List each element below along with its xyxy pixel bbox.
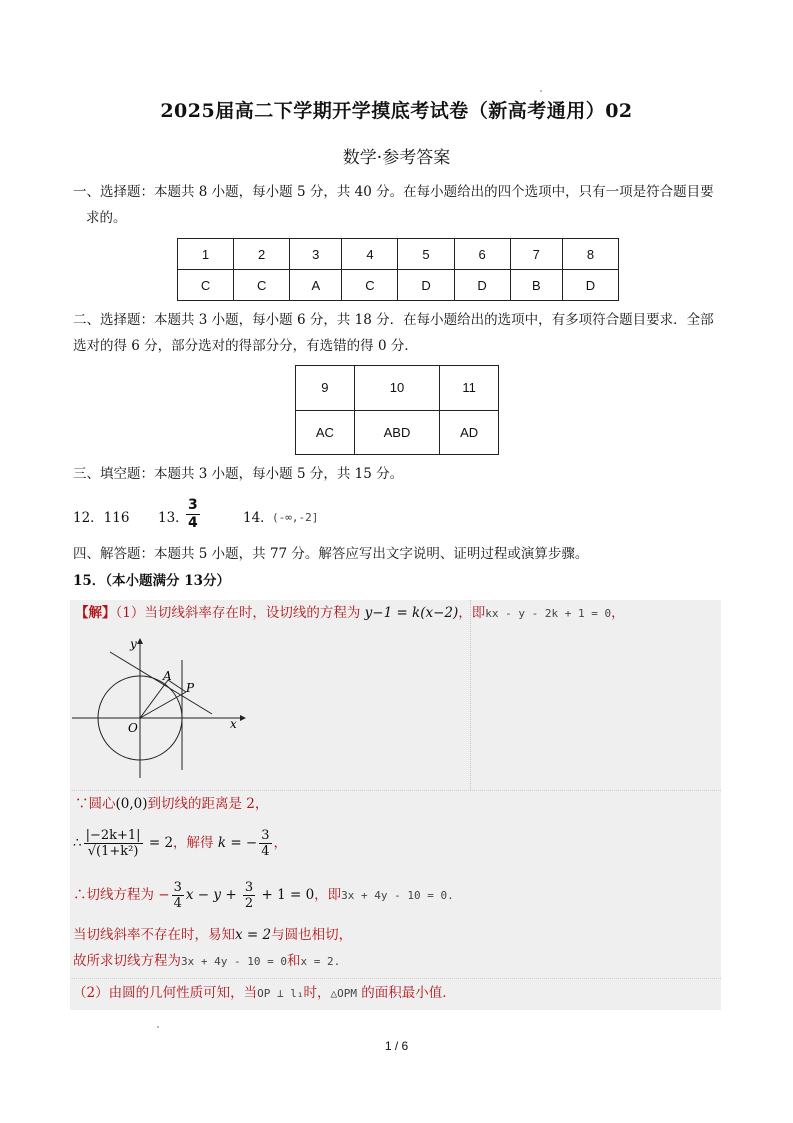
distance-fraction [84,828,143,859]
page-number: 1 / 6 [384,1039,409,1053]
solution-line-2 [75,793,268,815]
sol-math: 3x + 4y - 10 = 0 [181,955,287,968]
sol-text: ∴ [73,835,82,851]
solution-line-5 [73,924,352,946]
sec1-intro-line1: 一、选择题：本题共 8 小题，每小题 5 分，共 40 分。在每小题给出的四个选项中，只有一项是符合题目要 [73,184,714,200]
label-a: A [163,669,172,683]
label-p: P [186,681,195,695]
sec3-intro: 三、填空题：本题共 3 小题，每小题 5 分，共 15 分。 [73,466,404,482]
mc-answer-7: B [510,270,562,301]
solution-line-7 [73,982,456,1005]
mc-answer-2: C [234,270,290,301]
sol-text: （2）由圆的几何性质可知，当 [73,985,258,1001]
x-axis-arrow [240,715,246,721]
sol-text: ∴切线方程为 − [73,887,170,903]
sol-text: （1）当切线斜率存在时，设切线的方程为 [115,605,365,621]
sol-math: y−1 = k(x−2) [364,605,459,621]
sol-math: x − y + [185,887,241,903]
table-row-question-numbers [296,366,499,411]
fraction-numerator: |−2k+1| [85,828,141,843]
circle-tangent-figure [70,630,250,780]
answer-13-denominator: 4 [188,515,198,531]
solution-line-1 [75,602,625,625]
mc-answer-1: C [178,270,234,301]
solution-box-rule [70,790,721,791]
label-o: O [128,721,138,735]
multi-answer-1: AC [296,410,355,455]
answer-14-label: 14． [243,510,274,526]
sol-text: ，即 [458,605,486,621]
sol-text: ∵圆心 [75,796,116,812]
mc-answer-5: D [398,270,454,301]
sec1-intro-line2: 求的。 [86,210,127,226]
sol-math: + 1 = 0 [257,887,315,903]
mc-question-number-1: 1 [178,239,234,270]
solution-line-3 [73,826,287,860]
sol-text: ， [611,605,625,621]
solution-line-6 [73,950,340,973]
page-subtitle: 数学·参考答案 [342,148,451,168]
multi-answer-3: AD [440,410,499,455]
mc-answer-3: A [290,270,342,301]
mc-answer-4: C [342,270,398,301]
sol-text: 当切线斜率不存在时，易知 [73,927,235,943]
table-row-question-numbers [178,239,619,270]
fraction-denominator: 4 [173,896,182,911]
mc-question-number-4: 4 [342,239,398,270]
fraction-denominator: 2 [244,896,254,911]
sec2-intro-line2: 选对的得 6 分，部分选对的得部分分，有选错的得 0 分． [73,338,418,354]
sol-text: 时， [303,985,331,1001]
answer-14-value: (-∞,-2] [272,511,319,524]
sol-math: = 2 [144,835,174,851]
segment-oa [140,680,168,718]
mc-question-number-7: 7 [510,239,562,270]
sol-math: 3x + 4y - 10 = 0. [341,889,454,902]
tangent-line [110,652,212,714]
multi-question-number-3: 11 [440,366,499,411]
sol-text: 故所求切线方程为 [73,953,181,969]
answer-13-label: 13． [158,510,189,526]
sec4-intro: 四、解答题：本题共 5 小题，共 77 分。解答应写出文字说明、证明过程或演算步骤。 [73,546,589,562]
y-axis-arrow [137,638,143,644]
multi-question-number-1: 9 [296,366,355,411]
sol-text: ， [273,835,288,851]
sol-text: 到切线的距离是 2， [147,796,269,812]
mc-question-number-8: 8 [562,239,618,270]
solution-box-rule-2 [70,978,721,979]
speck [540,90,542,92]
answer-table-multi [295,365,499,455]
fraction-denominator: 4 [261,844,270,859]
fraction-numerator: 3 [261,828,270,843]
sol-math: x = 2. [300,955,341,968]
page-title: 2025届高二下学期开学摸底考试卷（新高考通用）02 [160,100,633,122]
table-row-answers [178,270,619,301]
multi-answer-2: ABD [354,410,439,455]
fraction-numerator: 3 [173,880,182,895]
question-15-heading: 15．（本小题满分 13分） [73,573,231,589]
sol-text: 和 [286,953,301,969]
label-y: y [130,637,137,651]
sol-math: kx - y - 2k + 1 = 0 [485,607,612,620]
sol-text: 的面积最小值． [356,985,456,1001]
mc-question-number-6: 6 [454,239,510,270]
mc-question-number-3: 3 [290,239,342,270]
sol-text: 与圆也相切， [271,927,353,943]
answer-12: 12．116 [73,510,130,526]
answer-table-mc [177,238,619,301]
mc-answer-8: D [562,270,618,301]
k-fraction [259,828,271,859]
fraction-denominator: √(1+k²) [87,844,139,859]
sec2-intro-line1: 二、选择题：本题共 3 小题，每小题 6 分，共 18 分．在每小题给出的选项中，有多项符合题目要求．全部 [73,312,714,328]
fraction-numerator: 3 [244,880,254,895]
mc-question-number-2: 2 [234,239,290,270]
solution-box-divider [470,600,471,790]
table-row-answers [296,410,499,455]
answer-13-fraction [186,497,200,532]
sol-math: x = 2 [235,927,272,943]
coef-fraction-2 [243,880,255,911]
label-x: x [230,717,237,731]
sol-math: OP ⊥ l₁ [257,987,304,1000]
mc-question-number-5: 5 [398,239,454,270]
answer-13-numerator: 3 [188,497,198,513]
sol-math: △OPM [330,987,357,1000]
sol-math: k = − [217,835,258,851]
sol-math: (0,0) [115,796,148,812]
solution-tag: 【解】 [75,605,116,621]
multi-question-number-2: 10 [354,366,439,411]
sol-text: ，解得 [173,835,218,851]
speck [157,1026,159,1028]
solution-line-4 [73,878,454,913]
segment-op [140,692,186,718]
mc-answer-6: D [454,270,510,301]
sol-text: ，即 [314,887,342,903]
coef-fraction-1 [172,880,184,911]
